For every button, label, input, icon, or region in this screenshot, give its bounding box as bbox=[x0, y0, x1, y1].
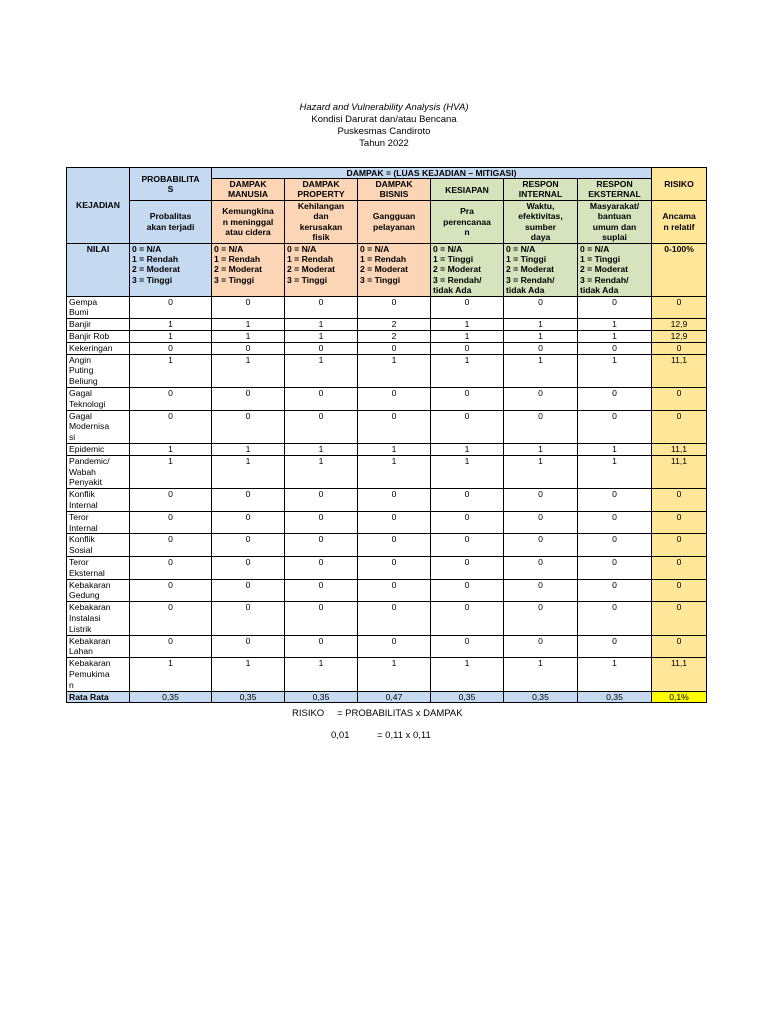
kejadian-name: Gempa Bumi bbox=[67, 296, 130, 319]
cell-kesiapan: 1 bbox=[431, 658, 504, 691]
cell-dampak-manusia: 0 bbox=[212, 534, 285, 557]
cell-probabilitas: 0 bbox=[130, 342, 212, 354]
cell-risiko: 0 bbox=[652, 296, 707, 319]
kejadian-name: Teror Eksternal bbox=[67, 556, 130, 579]
nilai-risiko: 0-100% bbox=[652, 243, 707, 296]
cell-dampak-bisnis: 0 bbox=[358, 410, 431, 443]
average-dampak-bisnis: 0,47 bbox=[358, 691, 431, 702]
kejadian-name: Kebakaran Lahan bbox=[67, 635, 130, 658]
kejadian-name: Banjir Rob bbox=[67, 331, 130, 343]
cell-respon-internal: 1 bbox=[504, 658, 578, 691]
average-row bbox=[67, 691, 707, 702]
table-row bbox=[67, 319, 707, 331]
cell-dampak-manusia: 0 bbox=[212, 410, 285, 443]
kejadian-name: Kebakaran Instalasi Listrik bbox=[67, 602, 130, 635]
cell-dampak-bisnis: 1 bbox=[358, 354, 431, 387]
cell-dampak-property: 0 bbox=[285, 511, 358, 534]
cell-dampak-property: 1 bbox=[285, 455, 358, 488]
desc-respon-eksternal: Masyarakat/ bantuan umum dan suplai bbox=[578, 201, 652, 244]
kejadian-name: Gagal Modernisa si bbox=[67, 410, 130, 443]
cell-risiko: 12,9 bbox=[652, 319, 707, 331]
cell-respon-internal: 0 bbox=[504, 388, 578, 411]
cell-risiko: 0 bbox=[652, 489, 707, 512]
cell-risiko: 12,9 bbox=[652, 331, 707, 343]
kejadian-name: Kebakaran Pemukima n bbox=[67, 658, 130, 691]
cell-kesiapan: 0 bbox=[431, 579, 504, 602]
nilai-dampak-property: 0 = N/A 1 = Rendah 2 = Moderat 3 = Tinggi bbox=[285, 243, 358, 296]
cell-respon-internal: 0 bbox=[504, 635, 578, 658]
cell-respon-eksternal: 0 bbox=[578, 410, 652, 443]
cell-dampak-bisnis: 0 bbox=[358, 534, 431, 557]
cell-dampak-property: 0 bbox=[285, 296, 358, 319]
cell-probabilitas: 0 bbox=[130, 556, 212, 579]
cell-dampak-bisnis: 0 bbox=[358, 579, 431, 602]
cell-risiko: 0 bbox=[652, 388, 707, 411]
kejadian-name: Teror Internal bbox=[67, 511, 130, 534]
table-row bbox=[67, 635, 707, 658]
title-kondisi: Kondisi Darurat dan/atau Bencana bbox=[311, 114, 457, 125]
kejadian-name: Epidemic bbox=[67, 444, 130, 456]
document-title-block bbox=[0, 102, 768, 150]
cell-kesiapan: 0 bbox=[431, 602, 504, 635]
cell-dampak-bisnis: 0 bbox=[358, 489, 431, 512]
cell-risiko: 0 bbox=[652, 602, 707, 635]
average-dampak-manusia: 0,35 bbox=[212, 691, 285, 702]
table-row bbox=[67, 354, 707, 387]
cell-respon-internal: 0 bbox=[504, 602, 578, 635]
table-row bbox=[67, 579, 707, 602]
formula-risiko-label: RISIKO bbox=[292, 708, 325, 719]
cell-probabilitas: 0 bbox=[130, 388, 212, 411]
cell-kesiapan: 1 bbox=[431, 444, 504, 456]
kejadian-name: Kebakaran Gedung bbox=[67, 579, 130, 602]
cell-dampak-bisnis: 1 bbox=[358, 444, 431, 456]
nilai-dampak-bisnis: 0 = N/A 1 = Rendah 2 = Moderat 3 = Tinggi bbox=[358, 243, 431, 296]
cell-dampak-manusia: 1 bbox=[212, 331, 285, 343]
kejadian-name: Konflik Sosial bbox=[67, 534, 130, 557]
cell-kesiapan: 1 bbox=[431, 319, 504, 331]
nilai-respon-internal: 0 = N/A 1 = Tinggi 2 = Moderat 3 = Rendah/ tidak Ada bbox=[504, 243, 578, 296]
cell-probabilitas: 0 bbox=[130, 579, 212, 602]
cell-dampak-manusia: 1 bbox=[212, 319, 285, 331]
table-row bbox=[67, 388, 707, 411]
cell-respon-eksternal: 0 bbox=[578, 388, 652, 411]
average-respon-eksternal: 0,35 bbox=[578, 691, 652, 702]
cell-dampak-manusia: 0 bbox=[212, 511, 285, 534]
formula-result: 0,01 bbox=[331, 730, 350, 741]
cell-dampak-property: 1 bbox=[285, 658, 358, 691]
table-row bbox=[67, 534, 707, 557]
cell-respon-eksternal: 0 bbox=[578, 635, 652, 658]
cell-dampak-manusia: 0 bbox=[212, 556, 285, 579]
average-label: Rata Rata bbox=[67, 691, 130, 702]
cell-respon-internal: 0 bbox=[504, 296, 578, 319]
nilai-respon-eksternal: 0 = N/A 1 = Tinggi 2 = Moderat 3 = Rendah/ tidak Ada bbox=[578, 243, 652, 296]
cell-dampak-bisnis: 2 bbox=[358, 319, 431, 331]
cell-probabilitas: 0 bbox=[130, 635, 212, 658]
header-dampak-property: DAMPAK PROPERTY bbox=[285, 179, 358, 201]
cell-dampak-manusia: 0 bbox=[212, 489, 285, 512]
average-risiko: 0,1% bbox=[652, 691, 707, 702]
cell-probabilitas: 1 bbox=[130, 354, 212, 387]
header-dampak-bisnis: DAMPAK BISNIS bbox=[358, 179, 431, 201]
average-dampak-property: 0,35 bbox=[285, 691, 358, 702]
header-dampak-manusia: DAMPAK MANUSIA bbox=[212, 179, 285, 201]
kejadian-header: KEJADIAN bbox=[67, 168, 130, 244]
cell-respon-internal: 0 bbox=[504, 410, 578, 443]
cell-dampak-bisnis: 0 bbox=[358, 388, 431, 411]
cell-probabilitas: 0 bbox=[130, 602, 212, 635]
formula-risiko-definition: = PROBABILITAS x DAMPAK bbox=[337, 708, 463, 719]
cell-respon-internal: 0 bbox=[504, 489, 578, 512]
cell-respon-eksternal: 0 bbox=[578, 579, 652, 602]
title-hva: Hazard and Vulnerability Analysis (HVA) bbox=[299, 102, 469, 113]
cell-kesiapan: 0 bbox=[431, 410, 504, 443]
table-row bbox=[67, 342, 707, 354]
cell-respon-eksternal: 0 bbox=[578, 489, 652, 512]
cell-respon-internal: 1 bbox=[504, 455, 578, 488]
cell-respon-internal: 0 bbox=[504, 342, 578, 354]
cell-dampak-property: 1 bbox=[285, 444, 358, 456]
cell-respon-eksternal: 0 bbox=[578, 511, 652, 534]
cell-respon-eksternal: 1 bbox=[578, 331, 652, 343]
cell-dampak-manusia: 1 bbox=[212, 658, 285, 691]
header-kesiapan: KESIAPAN bbox=[431, 179, 504, 201]
cell-risiko: 11,1 bbox=[652, 455, 707, 488]
cell-kesiapan: 0 bbox=[431, 511, 504, 534]
cell-dampak-property: 0 bbox=[285, 579, 358, 602]
cell-dampak-manusia: 1 bbox=[212, 354, 285, 387]
table-row bbox=[67, 658, 707, 691]
cell-respon-internal: 0 bbox=[504, 579, 578, 602]
nilai-label: NILAI bbox=[67, 243, 130, 296]
cell-dampak-property: 0 bbox=[285, 342, 358, 354]
header-respon-eksternal: RESPON EKSTERNAL bbox=[578, 179, 652, 201]
cell-respon-internal: 0 bbox=[504, 511, 578, 534]
cell-dampak-property: 0 bbox=[285, 602, 358, 635]
desc-dampak-property: Kehilangan dan kerusakan fisik bbox=[285, 201, 358, 244]
cell-risiko: 11,1 bbox=[652, 658, 707, 691]
cell-dampak-bisnis: 0 bbox=[358, 602, 431, 635]
table-row bbox=[67, 455, 707, 488]
cell-dampak-manusia: 0 bbox=[212, 635, 285, 658]
cell-dampak-bisnis: 1 bbox=[358, 455, 431, 488]
cell-respon-eksternal: 1 bbox=[578, 658, 652, 691]
cell-probabilitas: 0 bbox=[130, 511, 212, 534]
cell-probabilitas: 0 bbox=[130, 489, 212, 512]
cell-respon-eksternal: 1 bbox=[578, 354, 652, 387]
cell-dampak-property: 0 bbox=[285, 388, 358, 411]
cell-kesiapan: 0 bbox=[431, 556, 504, 579]
cell-dampak-bisnis: 2 bbox=[358, 331, 431, 343]
cell-dampak-property: 0 bbox=[285, 556, 358, 579]
cell-respon-internal: 0 bbox=[504, 534, 578, 557]
hva-table bbox=[66, 167, 707, 703]
dampak-group-header: DAMPAK = (LUAS KEJADIAN – MITIGASI) bbox=[212, 168, 652, 179]
cell-respon-internal: 1 bbox=[504, 331, 578, 343]
table-row bbox=[67, 489, 707, 512]
cell-dampak-manusia: 0 bbox=[212, 579, 285, 602]
cell-respon-eksternal: 1 bbox=[578, 319, 652, 331]
cell-dampak-bisnis: 0 bbox=[358, 342, 431, 354]
cell-respon-eksternal: 1 bbox=[578, 455, 652, 488]
cell-risiko: 0 bbox=[652, 511, 707, 534]
cell-respon-eksternal: 0 bbox=[578, 556, 652, 579]
kejadian-name: Angin Puting Beliung bbox=[67, 354, 130, 387]
cell-respon-internal: 1 bbox=[504, 354, 578, 387]
cell-kesiapan: 0 bbox=[431, 635, 504, 658]
desc-respon-internal: Waktu, efektivitas, sumber daya bbox=[504, 201, 578, 244]
desc-dampak-manusia: Kemungkina n meninggal atau cidera bbox=[212, 201, 285, 244]
table-row bbox=[67, 511, 707, 534]
cell-dampak-manusia: 1 bbox=[212, 455, 285, 488]
nilai-probabilitas: 0 = N/A 1 = Rendah 2 = Moderat 3 = Tinggi bbox=[130, 243, 212, 296]
desc-probabilitas: Probalitas akan terjadi bbox=[130, 201, 212, 244]
table-row bbox=[67, 602, 707, 635]
cell-respon-eksternal: 0 bbox=[578, 534, 652, 557]
cell-dampak-bisnis: 1 bbox=[358, 658, 431, 691]
kejadian-name: Kekeringan bbox=[67, 342, 130, 354]
cell-kesiapan: 0 bbox=[431, 388, 504, 411]
nilai-row bbox=[67, 243, 707, 296]
cell-dampak-property: 1 bbox=[285, 354, 358, 387]
cell-risiko: 0 bbox=[652, 579, 707, 602]
table-row bbox=[67, 556, 707, 579]
desc-risiko: Ancama n relatif bbox=[652, 201, 707, 244]
table-row bbox=[67, 410, 707, 443]
cell-respon-internal: 1 bbox=[504, 444, 578, 456]
header-risiko: RISIKO bbox=[652, 168, 707, 201]
cell-probabilitas: 0 bbox=[130, 410, 212, 443]
cell-dampak-bisnis: 0 bbox=[358, 296, 431, 319]
kejadian-name: Konflik Internal bbox=[67, 489, 130, 512]
average-kesiapan: 0,35 bbox=[431, 691, 504, 702]
nilai-dampak-manusia: 0 = N/A 1 = Rendah 2 = Moderat 3 = Tinggi bbox=[212, 243, 285, 296]
cell-dampak-property: 0 bbox=[285, 410, 358, 443]
cell-dampak-manusia: 0 bbox=[212, 296, 285, 319]
cell-risiko: 0 bbox=[652, 556, 707, 579]
cell-kesiapan: 1 bbox=[431, 354, 504, 387]
cell-risiko: 0 bbox=[652, 534, 707, 557]
nilai-kesiapan: 0 = N/A 1 = Tinggi 2 = Moderat 3 = Rendah/ tidak Ada bbox=[431, 243, 504, 296]
desc-dampak-bisnis: Gangguan pelayanan bbox=[358, 201, 431, 244]
cell-probabilitas: 0 bbox=[130, 534, 212, 557]
header-probabilitas: PROBABILITA S bbox=[130, 168, 212, 201]
cell-kesiapan: 0 bbox=[431, 296, 504, 319]
cell-respon-eksternal: 1 bbox=[578, 444, 652, 456]
table-row bbox=[67, 296, 707, 319]
cell-dampak-bisnis: 0 bbox=[358, 635, 431, 658]
cell-probabilitas: 1 bbox=[130, 455, 212, 488]
cell-respon-internal: 0 bbox=[504, 556, 578, 579]
cell-dampak-property: 1 bbox=[285, 331, 358, 343]
cell-probabilitas: 0 bbox=[130, 296, 212, 319]
average-probabilitas: 0,35 bbox=[130, 691, 212, 702]
cell-respon-eksternal: 0 bbox=[578, 296, 652, 319]
cell-risiko: 0 bbox=[652, 342, 707, 354]
table-row bbox=[67, 444, 707, 456]
average-respon-internal: 0,35 bbox=[504, 691, 578, 702]
cell-risiko: 0 bbox=[652, 410, 707, 443]
formula-calculation: = 0,11 x 0,11 bbox=[377, 730, 431, 741]
cell-kesiapan: 1 bbox=[431, 455, 504, 488]
kejadian-name: Pandemic/ Wabah Penyakit bbox=[67, 455, 130, 488]
header-respon-internal: RESPON INTERNAL bbox=[504, 179, 578, 201]
cell-risiko: 0 bbox=[652, 635, 707, 658]
cell-probabilitas: 1 bbox=[130, 331, 212, 343]
cell-dampak-property: 1 bbox=[285, 319, 358, 331]
cell-kesiapan: 0 bbox=[431, 534, 504, 557]
cell-respon-internal: 1 bbox=[504, 319, 578, 331]
table-row bbox=[67, 331, 707, 343]
cell-kesiapan: 1 bbox=[431, 331, 504, 343]
desc-kesiapan: Pra perencanaa n bbox=[431, 201, 504, 244]
cell-probabilitas: 1 bbox=[130, 319, 212, 331]
cell-probabilitas: 1 bbox=[130, 658, 212, 691]
cell-dampak-manusia: 0 bbox=[212, 388, 285, 411]
cell-dampak-bisnis: 0 bbox=[358, 556, 431, 579]
cell-risiko: 11,1 bbox=[652, 444, 707, 456]
title-puskesmas: Puskesmas Candiroto bbox=[337, 126, 431, 137]
cell-risiko: 11,1 bbox=[652, 354, 707, 387]
cell-dampak-property: 0 bbox=[285, 534, 358, 557]
kejadian-name: Banjir bbox=[67, 319, 130, 331]
cell-dampak-manusia: 0 bbox=[212, 342, 285, 354]
cell-respon-eksternal: 0 bbox=[578, 342, 652, 354]
kejadian-name: Gagal Teknologi bbox=[67, 388, 130, 411]
cell-dampak-property: 0 bbox=[285, 635, 358, 658]
cell-kesiapan: 0 bbox=[431, 342, 504, 354]
cell-dampak-property: 0 bbox=[285, 489, 358, 512]
cell-dampak-bisnis: 0 bbox=[358, 511, 431, 534]
cell-dampak-manusia: 0 bbox=[212, 602, 285, 635]
cell-dampak-manusia: 1 bbox=[212, 444, 285, 456]
cell-kesiapan: 0 bbox=[431, 489, 504, 512]
cell-probabilitas: 1 bbox=[130, 444, 212, 456]
title-tahun: Tahun 2022 bbox=[359, 138, 409, 149]
cell-respon-eksternal: 0 bbox=[578, 602, 652, 635]
